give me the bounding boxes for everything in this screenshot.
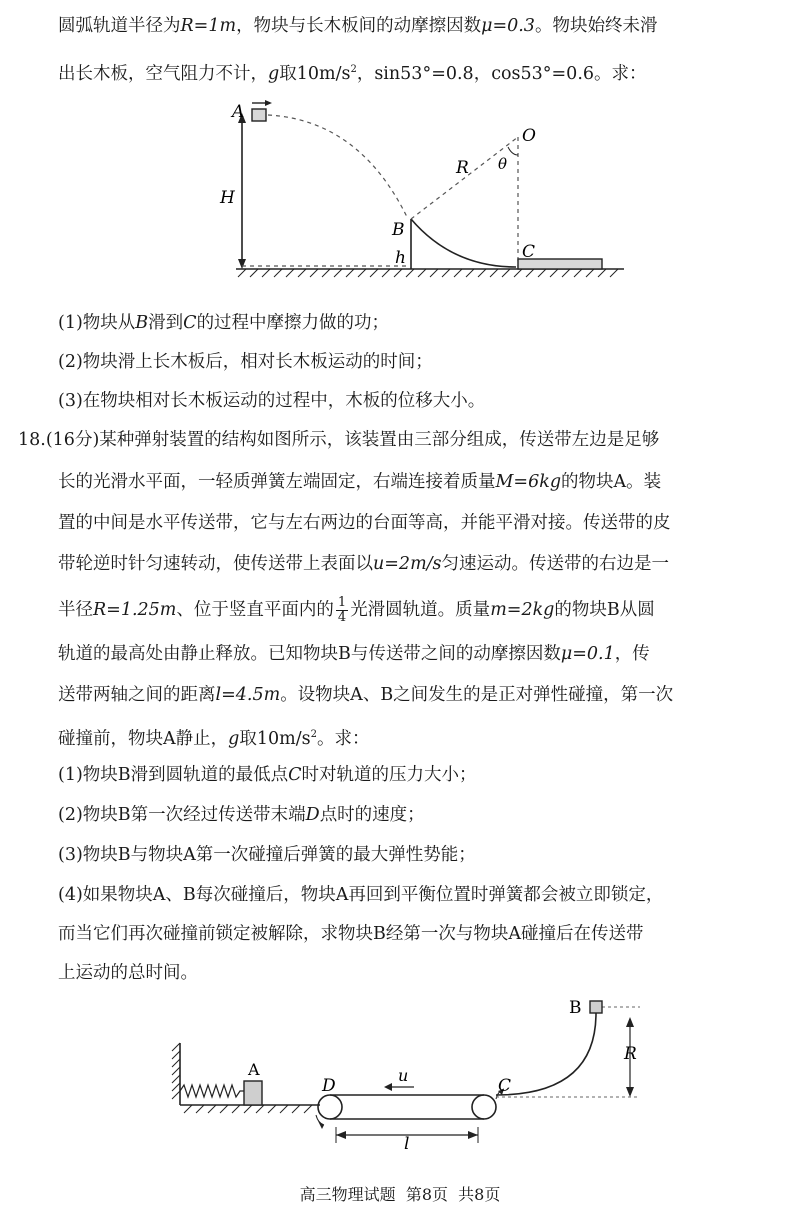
label-C: C (498, 1076, 512, 1096)
q18-part-4-line-1: (4)如果物块A、B每次碰撞后，物块A再回到平衡位置时弹簧都会被立即锁定， (58, 885, 664, 905)
q-text: 、位于竖直平面内的 (176, 600, 334, 620)
q18-part-1 (58, 763, 800, 787)
label-C: C (522, 242, 536, 262)
q-text: (16分)某种弹射装置的结构如图所示，该装置由三部分组成，传送带左边是足够 (45, 430, 660, 450)
fraction-numerator: 1 (337, 595, 347, 610)
gravity-value: 取10m/s (239, 729, 311, 749)
q-text: 的物块A。装 (561, 472, 662, 492)
gravity-symbol: g (268, 64, 280, 84)
label-A: A (232, 102, 245, 122)
q18-line-6 (58, 642, 800, 666)
q17-part-1 (58, 311, 800, 335)
footer-page-total: 共8页 (458, 1185, 501, 1204)
q-text: 匀速运动。传送带的右边是一 (441, 554, 670, 574)
label-R: R (456, 158, 469, 178)
symbol: D (305, 805, 320, 825)
q-text: 滑到 (148, 313, 184, 333)
symbol: C (288, 765, 302, 785)
superscript: 2 (350, 64, 357, 75)
q-text: 长的光滑水平面，一轻质弹簧左端固定，右端连接着质量 (58, 472, 496, 492)
q18-line-8 (58, 723, 800, 751)
q18-line-1 (18, 428, 800, 452)
label-A: A (248, 1060, 260, 1079)
q18-line-5 (58, 596, 800, 625)
label-O: O (522, 126, 536, 146)
radius-value: R=1m (180, 16, 237, 36)
q18-line-7 (58, 683, 800, 707)
label-l: l (404, 1134, 410, 1154)
q18-line-3: 置的中间是水平传送带，它与左右两边的台面等高，并能平滑对接。传送带的皮 (58, 513, 671, 533)
q18-line-4 (58, 552, 800, 576)
q-text: ，传 (614, 644, 650, 664)
superscript: 2 (310, 729, 317, 740)
label-u: u (398, 1066, 409, 1085)
track-radius: R=1.25m (93, 600, 177, 620)
fraction-denominator: 4 (337, 610, 347, 625)
label-R: R (624, 1044, 637, 1064)
friction-coefficient: μ=0.1 (560, 644, 615, 664)
q17-part-2: (2)物块滑上长木板后，相对长木板运动的时间； (58, 352, 433, 372)
q18-line-2 (58, 470, 800, 494)
q18-part-3: (3)物块B与物块A第一次碰撞后弹簧的最大弹性势能； (58, 845, 476, 865)
q18-part-2 (58, 803, 800, 827)
question-number: 18. (18, 430, 46, 450)
intro-line-2 (58, 58, 800, 86)
intro-line-1 (58, 14, 800, 38)
gravity-value: 取10m/s (279, 64, 351, 84)
footer-subject: 高三物理试题 (299, 1185, 396, 1204)
mass-A: M=6kg (495, 472, 562, 492)
q-text: 点时的速度； (319, 805, 425, 825)
label-B: B (392, 220, 405, 240)
q-text: 轨道的最高处由静止释放。已知物块B与传送带之间的动摩擦因数 (58, 644, 561, 664)
q-text: 时对轨道的压力大小； (301, 765, 477, 785)
label-B: B (569, 998, 582, 1018)
fraction-quarter (336, 596, 348, 625)
label-D: D (322, 1076, 336, 1096)
friction-coefficient: μ=0.3 (481, 16, 535, 36)
q-text: (1)物块B滑到圆轨道的最低点 (58, 765, 289, 785)
intro-text: ，sin53°=0.8，cos53°=0.6。求： (356, 64, 647, 84)
q-text: 带轮逆时针匀速转动，使传送带上表面以 (58, 554, 373, 574)
figure-conveyor-system (0, 995, 800, 1155)
q-text: 光滑圆轨道。质量 (350, 600, 491, 620)
q-text: (1)物块从 (58, 313, 136, 333)
belt-length: l=4.5m (215, 685, 281, 705)
q-text: 。设物块A、B之间发生的是正对弹性碰撞，第一次 (280, 685, 674, 705)
q-text: 半径 (58, 600, 93, 620)
q-text: 的过程中摩擦力做的功； (196, 313, 390, 333)
q-text: 的物块B从圆 (554, 600, 655, 620)
q17-part-3: (3)在物块相对长木板运动的过程中，木板的位移大小。 (58, 391, 486, 411)
q18-part-4-line-2: 而当它们再次碰撞前锁定被解除，求物块B经第一次与物块A碰撞后在传送带 (58, 924, 644, 944)
label-theta: θ (498, 155, 508, 173)
q-text: 送带两轴之间的距离 (58, 685, 216, 705)
mass-B: m=2kg (490, 600, 555, 620)
symbol: B (135, 313, 149, 333)
intro-text: 圆弧轨道半径为 (58, 16, 181, 36)
label-h: h (395, 248, 406, 268)
page-footer (0, 1184, 800, 1206)
symbol: C (183, 313, 197, 333)
q-text: 碰撞前，物块A静止， (58, 729, 229, 749)
footer-page-number: 第8页 (405, 1185, 448, 1204)
intro-text: ，物块与长木板间的动摩擦因数 (236, 16, 482, 36)
figure-projectile-arc (0, 95, 800, 295)
q-text: (2)物块B第一次经过传送带末端 (58, 805, 306, 825)
belt-speed: u=2m/s (373, 554, 442, 574)
label-H: H (220, 188, 235, 208)
q18-part-4-line-3: 上运动的总时间。 (58, 963, 198, 983)
intro-text: 。物块始终未滑 (534, 16, 658, 36)
intro-text: 出长木板，空气阻力不计， (58, 64, 268, 84)
gravity-symbol: g (228, 729, 240, 749)
q-text: 。求： (316, 729, 370, 749)
